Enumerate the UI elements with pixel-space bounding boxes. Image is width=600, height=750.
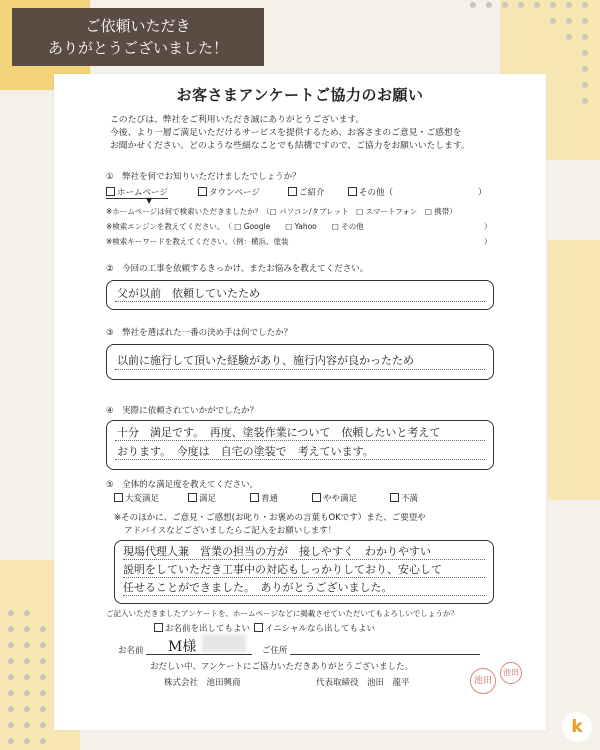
- opt-normal: 普通: [261, 494, 279, 504]
- satisfaction-options: [114, 492, 474, 504]
- survey-intro: [110, 114, 530, 153]
- address-label: ご住所: [262, 646, 288, 656]
- question-2: ② 今回の工事を依頼するきっかけ、またお悩みを教えてください。: [106, 264, 369, 274]
- banner-line1: ご依頼いただき: [85, 17, 191, 35]
- answer-2: 父が以前 依頼していたため: [117, 287, 260, 300]
- checkbox-other: [348, 187, 357, 196]
- question-3: ③ 弊社を選ばれた一番の決め手は何でしたか？: [106, 328, 293, 338]
- opt-other-close: ）: [478, 188, 487, 198]
- opt-dissatisfied: 不満: [401, 494, 419, 504]
- intro-line2: 今後、より一層ご満足いただけるサービスを提供するため、お客さまのご意見・ご感想を: [110, 128, 462, 138]
- answer-6-line3: 任せることができました。 ありがとうございました。: [123, 581, 393, 594]
- q1-sub-device: ※ホームページは何で検索いただきましたか？（□ パソコン/タブレット □ スマートフォン □ 携帯）: [106, 207, 457, 216]
- question-1: ① 弊社を何でお知りいただけましたでしょうか？: [106, 172, 301, 182]
- brand-logo: [562, 712, 592, 742]
- opt-name-ok: お名前を出してもよい: [165, 624, 251, 634]
- q1-sub-engine: ※検索エンジンを教えてください。 （ □ Google □ Yahoo □ その他: [106, 222, 364, 231]
- company-name: 株式会社 池田興商: [164, 678, 241, 688]
- consent-options: [154, 622, 414, 634]
- answer-line: [123, 577, 485, 578]
- checkbox-initial-ok: [254, 623, 263, 632]
- answer-box-2: [106, 280, 494, 310]
- survey-sheet: [54, 74, 546, 730]
- checkbox-intro: [288, 187, 297, 196]
- thanks-banner: [12, 8, 264, 66]
- answer-3: 以前に施行して頂いた経験があり、施行内容が良かったため: [117, 354, 414, 367]
- name-blur: [202, 634, 246, 652]
- checkbox-town: [198, 187, 207, 196]
- name-value: M様: [168, 639, 197, 655]
- answer-box-3: [106, 344, 494, 380]
- q1-sub-engine-close: ）: [484, 222, 492, 231]
- answer-line: [123, 595, 485, 596]
- q1-sub-keyword-close: ）: [484, 237, 492, 246]
- answer-box-4: [106, 420, 494, 470]
- thanks-message: おだしい中、アンケートにご協力いただきありがとうございました。: [150, 662, 413, 672]
- checkbox-very-satisfied: [114, 493, 123, 502]
- banner-line2: ありがとうございました！: [47, 39, 228, 57]
- checkbox-home: [106, 187, 115, 196]
- opt-other: その他（: [359, 188, 394, 198]
- company-stamp: 池田: [470, 668, 496, 694]
- answer-4-line2: おります。 今度は 自宅の塗装で 考えています。: [117, 445, 374, 458]
- answer-line: [123, 559, 485, 560]
- opt-satisfied: 満足: [199, 494, 217, 504]
- question-5: ⑤ 全体的な満足度を教えてください。: [106, 480, 259, 490]
- arrow-down-icon: ▼: [146, 196, 153, 205]
- checkbox-satisfied: [188, 493, 197, 502]
- opt-home: ホームページ: [117, 188, 168, 198]
- q1-sub-keyword: ※検索キーワードを教えてください。（例：横浜、塗装: [106, 237, 289, 246]
- intro-line1: このたびは、弊社をご利用いただき誠にありがとうございます。: [110, 115, 365, 125]
- address-underline: [290, 654, 480, 655]
- answer-4-line1: 十分 満足です。 再度、塗装作業について 依頼したいと考えて: [117, 426, 441, 439]
- intro-line3: お聞かせください。どのような些細なことでも結構ですので、ご協力をお願いいたします。: [110, 141, 470, 151]
- opt-somewhat: やや満足: [323, 494, 358, 504]
- answer-line: [115, 301, 485, 302]
- opt-intro: ご紹介: [299, 188, 325, 198]
- question-6-line1: ※そのほかに、ご意見・ご感想(お叱り・お褒めの言葉もOKです）また、ご要望や: [114, 513, 426, 523]
- checkbox-normal: [250, 493, 259, 502]
- answer-6-line2: 説明をしていただき工事中の対応もしっかりしており、安心して: [123, 563, 442, 576]
- checkbox-dissatisfied: [390, 493, 399, 502]
- consent-question: ご記入いただきましたアンケートを、ホームページなどに掲載させていただいてもよろしいでしょうか？: [106, 609, 458, 618]
- name-label: お名前: [118, 646, 144, 656]
- checkbox-somewhat: [312, 493, 321, 502]
- answer-line: [115, 440, 485, 441]
- opt-very-satisfied: 大変満足: [125, 494, 160, 504]
- representative-name: 代表取締役 池田 龍平: [316, 678, 410, 688]
- logo-letter: k: [571, 717, 583, 737]
- answer-6-line1: 現場代理人兼 営業の担当の方が 接しやすく わかりやすい: [123, 545, 431, 558]
- checkbox-name-ok: [154, 623, 163, 632]
- opt-town: タウンページ: [209, 188, 260, 198]
- survey-title: お客さまアンケートご協力のお願い: [176, 86, 424, 104]
- question-6-line2: アドバイスなどございましたらご記入をお願いします！: [124, 526, 337, 536]
- opt-initial-ok: イニシャルなら出してもよい: [265, 624, 375, 634]
- bg-accent-right: [548, 240, 600, 500]
- answer-line: [115, 459, 485, 460]
- name-underline: [146, 654, 252, 655]
- answer-line: [115, 369, 485, 370]
- question-4: ④ 実際に依頼されていかがでしたか？: [106, 406, 259, 416]
- rep-stamp: 池田: [500, 662, 522, 684]
- answer-box-6: [114, 540, 494, 604]
